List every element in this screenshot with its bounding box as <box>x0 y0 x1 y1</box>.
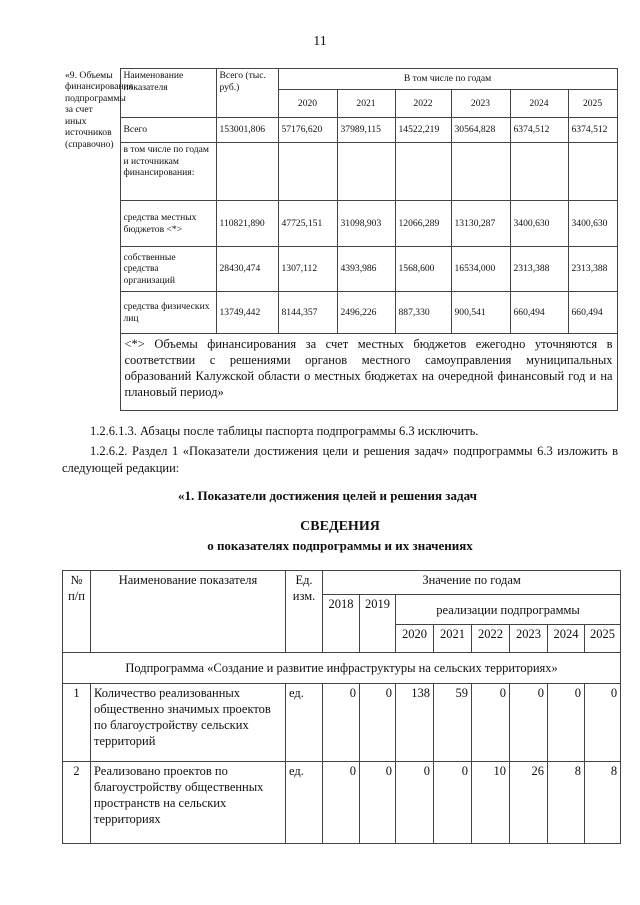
indicators-table <box>62 570 621 844</box>
row-total: 28430,474 <box>216 247 278 292</box>
col-total-header: Всего (тыс. руб.) <box>216 69 278 118</box>
cell: 0 <box>548 684 585 762</box>
row-label: средства физических лиц <box>120 292 216 334</box>
row-unit: ед. <box>286 684 323 762</box>
table-row <box>62 118 617 143</box>
col-impl-group-header: реализации подпрограммы <box>396 595 621 625</box>
cell: 0 <box>434 762 472 844</box>
section-heading: «1. Показатели достижения целей и решения задач <box>178 488 477 503</box>
cell: 660,494 <box>568 292 617 334</box>
cell <box>278 143 337 201</box>
table-row <box>62 247 617 292</box>
cell: 30564,828 <box>451 118 510 143</box>
row-total: 110821,890 <box>216 201 278 247</box>
paragraph: 1.2.6.2. Раздел 1 «Показатели достижения цели и решения задач» подпрограммы 6.3 изложить в следующей редакции: <box>62 444 618 475</box>
year-header: 2024 <box>548 625 585 653</box>
col-num-header: № п/п <box>63 571 91 653</box>
row-total: 153001,806 <box>216 118 278 143</box>
year-header: 2020 <box>278 90 337 118</box>
cell: 0 <box>510 684 548 762</box>
col-years-group-header: В том числе по годам <box>278 69 617 90</box>
cell: 0 <box>360 684 396 762</box>
cell: 0 <box>360 762 396 844</box>
cell: 31098,903 <box>337 201 395 247</box>
funding-table <box>62 68 618 411</box>
year-header: 2025 <box>585 625 621 653</box>
subprogram-row: Подпрограмма «Создание и развитие инфраструктуры на сельских территориях» <box>63 653 621 684</box>
year-header: 2018 <box>323 595 360 653</box>
year-header: 2025 <box>568 90 617 118</box>
year-header: 2021 <box>337 90 395 118</box>
col-unit-header: Ед. изм. <box>286 571 323 653</box>
cell <box>337 143 395 201</box>
cell: 14522,219 <box>395 118 451 143</box>
table-row <box>62 292 617 334</box>
col-name-header: Наименование показателя <box>91 571 286 653</box>
cell: 47725,151 <box>278 201 337 247</box>
row-unit: ед. <box>286 762 323 844</box>
cell: 3400,630 <box>568 201 617 247</box>
cell: 8144,357 <box>278 292 337 334</box>
col-name-header: Наименование показателя <box>120 69 216 118</box>
cell: 0 <box>323 762 360 844</box>
cell: 900,541 <box>451 292 510 334</box>
cell: 0 <box>396 762 434 844</box>
row-name: Количество реализованных общественно значимых проектов по благоустройству сельских территорий <box>91 684 286 762</box>
page-number: 11 <box>313 34 327 49</box>
row-num: 1 <box>63 684 91 762</box>
cell: 59 <box>434 684 472 762</box>
cell <box>395 143 451 201</box>
cell: 8 <box>548 762 585 844</box>
paragraph: 1.2.6.1.3. Абзацы после таблицы паспорта подпрограммы 6.3 исключить. <box>90 424 479 438</box>
cell: 1307,112 <box>278 247 337 292</box>
year-header: 2024 <box>510 90 568 118</box>
cell: 0 <box>323 684 360 762</box>
cell: 16534,000 <box>451 247 510 292</box>
col-values-group-header: Значение по годам <box>323 571 621 595</box>
cell: 6374,512 <box>568 118 617 143</box>
year-header: 2023 <box>510 625 548 653</box>
year-header: 2020 <box>396 625 434 653</box>
cell: 660,494 <box>510 292 568 334</box>
row-label: средства местных бюджетов <*> <box>120 201 216 247</box>
row-label: собственные средства организаций <box>120 247 216 292</box>
cell: 887,330 <box>395 292 451 334</box>
cell <box>216 143 278 201</box>
table-row <box>62 201 617 247</box>
cell: 2496,226 <box>337 292 395 334</box>
table-row <box>63 684 621 762</box>
year-header: 2019 <box>360 595 396 653</box>
cell: 57176,620 <box>278 118 337 143</box>
cell <box>510 143 568 201</box>
cell: 12066,289 <box>395 201 451 247</box>
section-label: «9. Объемы финансирования подпрограммы за счет иных источников (справочно) <box>62 69 120 411</box>
row-label: в том числе по годам и источникам финансирования: <box>120 143 216 201</box>
row-label: Всего <box>120 118 216 143</box>
cell: 6374,512 <box>510 118 568 143</box>
cell: 13130,287 <box>451 201 510 247</box>
cell: 4393,986 <box>337 247 395 292</box>
cell: 2313,388 <box>510 247 568 292</box>
year-header: 2022 <box>472 625 510 653</box>
cell: 2313,388 <box>568 247 617 292</box>
row-num: 2 <box>63 762 91 844</box>
cell: 138 <box>396 684 434 762</box>
document-subtitle: о показателях подпрограммы и их значениях <box>207 538 473 553</box>
cell: 1568,600 <box>395 247 451 292</box>
cell: 3400,630 <box>510 201 568 247</box>
cell: 26 <box>510 762 548 844</box>
cell: 8 <box>585 762 621 844</box>
cell: 0 <box>472 684 510 762</box>
footnote: <*> Объемы финансирования за счет местных бюджетов ежегодно уточняются в соответствии с решениями органов местного самоуправления муниципальных образований Калужской области о местных бюджетах на очередной финансовый год и на плановый период» <box>120 334 617 411</box>
year-header: 2023 <box>451 90 510 118</box>
year-header: 2021 <box>434 625 472 653</box>
document-title: СВЕДЕНИЯ <box>300 519 380 534</box>
cell <box>451 143 510 201</box>
row-name: Реализовано проектов по благоустройству общественных пространств на сельских территориях <box>91 762 286 844</box>
year-header: 2022 <box>395 90 451 118</box>
cell: 0 <box>585 684 621 762</box>
table-row <box>62 143 617 201</box>
cell: 10 <box>472 762 510 844</box>
cell: 37989,115 <box>337 118 395 143</box>
table-row <box>63 762 621 844</box>
row-total: 13749,442 <box>216 292 278 334</box>
cell <box>568 143 617 201</box>
